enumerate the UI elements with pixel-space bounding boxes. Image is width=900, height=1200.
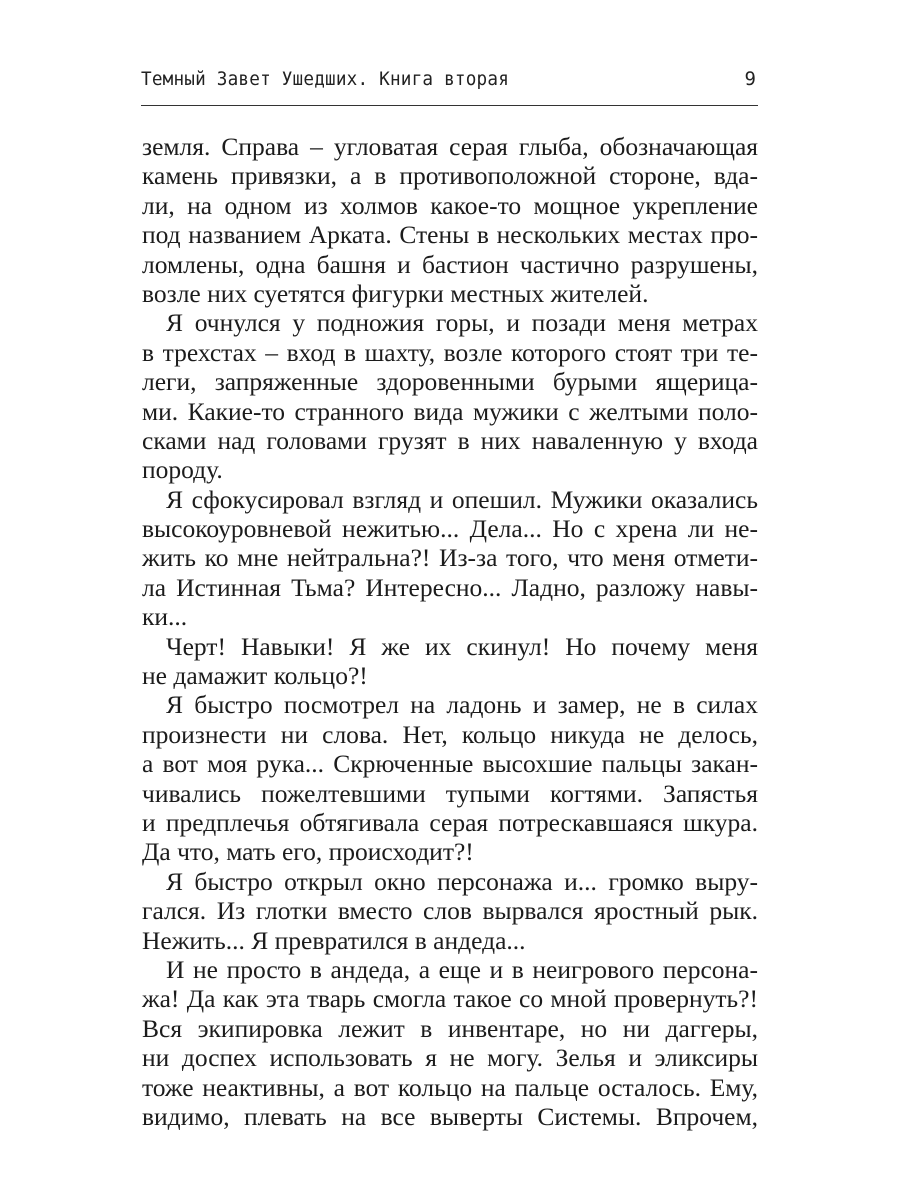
text-line: в трехстах – вход в шахту, возле которого стоят три те- xyxy=(142,337,758,367)
text-line: сками над головами грузят в них наваленную у входа xyxy=(142,425,758,455)
paragraph xyxy=(142,308,758,484)
paragraph xyxy=(142,867,758,955)
text-line: Да что, мать его, происходит?! xyxy=(142,837,474,867)
running-title: Темный Завет Ушедших. Книга вторая xyxy=(141,68,510,90)
text-line: и предплечья обтягивала серая потрескавшаяся шкура. xyxy=(142,807,758,837)
text-line: тоже неактивны, а вот кольцо на пальце осталось. Ему, xyxy=(142,1072,758,1102)
text-line: ки... xyxy=(142,602,188,632)
text-line: чивались пожелтевшими тупыми когтями. Запястья xyxy=(142,778,758,808)
text-line: ла Истинная Тьма? Интересно... Ладно, разложу навы- xyxy=(142,572,758,602)
text-line: земля. Справа – угловатая серая глыба, обозначающая xyxy=(142,132,758,161)
text-line: камень привязки, а в противоположной стороне, вда- xyxy=(142,161,758,191)
text-line: ломлены, одна башня и бастион частично разрушены, xyxy=(142,249,758,279)
body-text xyxy=(142,132,758,1131)
text-line: И не просто в андеда, а еще и в неигрового персона- xyxy=(166,954,758,984)
text-line: жить ко мне нейтральна?! Из-за того, что меня отмети- xyxy=(142,543,758,573)
text-line: ли, на одном из холмов какое-то мощное укрепление xyxy=(142,190,758,220)
text-line: ми. Какие-то странного вида мужики с желтыми поло- xyxy=(142,396,758,426)
text-line: гался. Из глотки вместо слов вырвался яростный рык. xyxy=(142,896,758,926)
text-line: леги, запряженные здоровенными бурыми ящерица- xyxy=(142,367,758,397)
paragraph xyxy=(142,632,758,691)
page-number: 9 xyxy=(744,68,756,90)
text-line: Черт! Навыки! Я же их скинул! Но почему меня xyxy=(166,631,758,661)
text-line: ни доспех использовать я не могу. Зелья и эликсиры xyxy=(142,1043,758,1073)
text-line: произнести ни слова. Нет, кольцо никуда не делось, xyxy=(142,719,758,749)
text-line: Нежить... Я превратился в андеда... xyxy=(142,925,526,955)
text-line: видимо, плевать на все выверты Системы. Впрочем, xyxy=(142,1101,758,1131)
text-line: Я очнулся у подножия горы, и позади меня метрах xyxy=(166,308,758,338)
text-line: а вот моя рука... Скрюченные высохшие пальцы закан- xyxy=(142,749,758,779)
text-line: возле них суетятся фигурки местных жителей. xyxy=(142,278,649,308)
text-line: Вся экипировка лежит в инвентаре, но ни даггеры, xyxy=(142,1013,758,1043)
text-line: жа! Да как эта тварь смогла такое со мной провернуть?! xyxy=(142,984,758,1014)
paragraph xyxy=(142,485,758,632)
text-line: под названием Арката. Стены в нескольких местах про- xyxy=(142,220,758,250)
paragraph xyxy=(142,690,758,866)
text-line: высокоуровневой нежитью... Дела... Но с хрена ли не- xyxy=(142,514,758,544)
header-rule xyxy=(141,105,758,106)
paragraph xyxy=(142,955,758,1131)
text-line: Я сфокусировал взгляд и опешил. Мужики оказались xyxy=(166,484,758,514)
running-header xyxy=(141,68,758,98)
paragraph xyxy=(142,132,758,308)
text-line: Я быстро открыл окно персонажа и... громко выру- xyxy=(166,866,758,896)
text-line: не дамажит кольцо?! xyxy=(142,661,368,691)
text-line: породу. xyxy=(142,455,223,485)
text-line: Я быстро посмотрел на ладонь и замер, не в силах xyxy=(166,690,758,720)
